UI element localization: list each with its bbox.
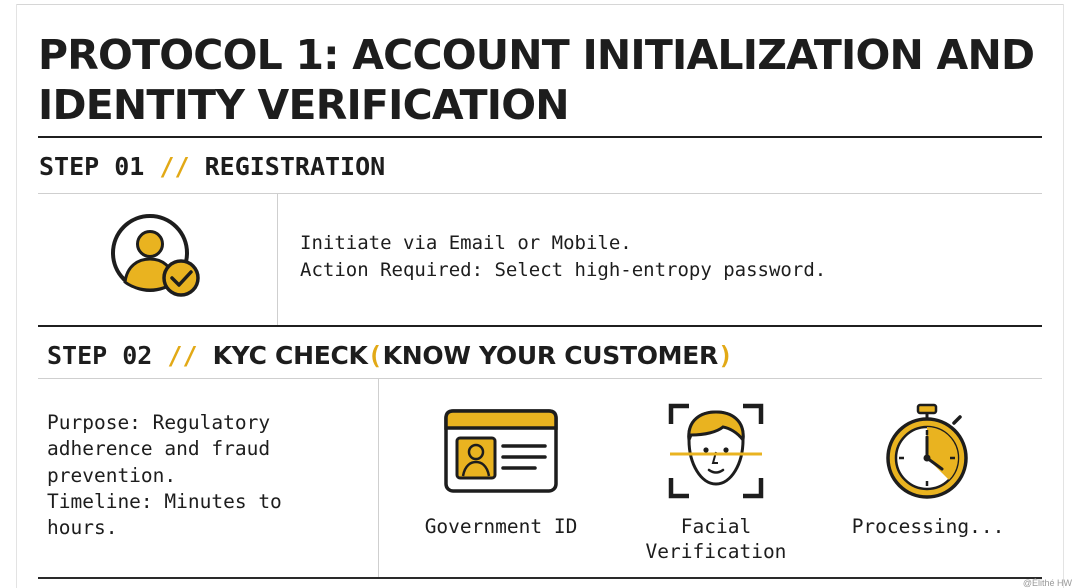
step-02-number: STEP 02 — [47, 341, 153, 370]
step-01-name: REGISTRATION — [204, 152, 386, 181]
step-01-separator: // — [159, 152, 190, 181]
step-01-heading-divider — [38, 193, 1042, 194]
government-id-label-line-1: Government ID — [424, 515, 578, 538]
page-title-line-1: PROTOCOL 1: ACCOUNT INITIALIZATION AND — [38, 31, 1035, 79]
processing-label — [838, 514, 1018, 539]
bottom-divider — [38, 577, 1042, 579]
step-02-paren-open: ( — [367, 341, 383, 370]
step-02-heading-divider — [38, 378, 1042, 379]
step-01-heading — [39, 152, 385, 182]
stopwatch-icon — [884, 403, 972, 499]
step-divider — [38, 325, 1042, 327]
step-02-paren-text: KNOW YOUR CUSTOMER — [382, 341, 718, 370]
government-id-label — [419, 514, 583, 539]
step-01-column-divider — [277, 194, 278, 325]
processing-label-line-1: Processing... — [851, 515, 1005, 538]
page-title-line-2: IDENTITY VERIFICATION — [38, 81, 569, 129]
step-01-line-2: Action Required: Select high-entropy password. — [300, 259, 827, 281]
purpose-line-2: adherence and fraud — [47, 437, 271, 461]
user-check-icon — [108, 211, 206, 303]
facial-verification-label-line-1: Facial — [680, 515, 752, 538]
step-01-number: STEP 01 — [39, 152, 145, 181]
frame-left-border — [16, 4, 17, 588]
face-scan-icon — [667, 402, 765, 500]
timeline-line-1: Timeline: Minutes to — [47, 489, 282, 513]
step-02-name: KYC CHECK — [212, 341, 368, 370]
step-02-column-divider — [378, 379, 379, 577]
title-divider — [38, 136, 1042, 138]
facial-verification-label — [634, 514, 798, 564]
frame-right-border — [1063, 4, 1064, 588]
step-02-separator: // — [167, 341, 198, 370]
step-01-description — [300, 230, 826, 284]
step-02-heading — [47, 341, 733, 371]
purpose-line-3: prevention. — [47, 463, 177, 487]
step-01-line-1: Initiate via Email or Mobile. — [300, 232, 632, 254]
purpose-line-1: Purpose: Regulatory — [47, 411, 271, 434]
step-02-paren-close: ) — [717, 341, 734, 370]
facial-verification-label-line-2: Verification — [645, 540, 787, 563]
id-card-icon — [443, 408, 559, 494]
frame-top-border — [16, 4, 1064, 5]
watermark: @Élithé HW — [1022, 578, 1072, 588]
timeline-line-2: hours. — [47, 516, 118, 540]
step-02-description — [47, 410, 367, 541]
page-title — [38, 30, 1038, 130]
